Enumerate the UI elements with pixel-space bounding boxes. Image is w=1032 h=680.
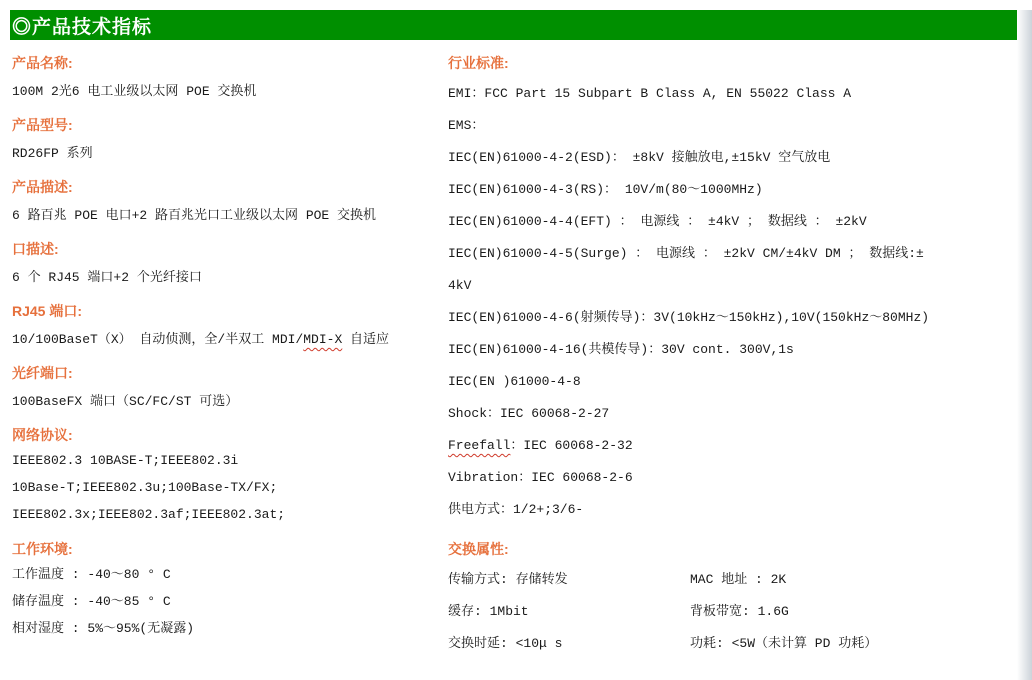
standards-line-power-supply: 供电方式：1/2+;3/6- — [448, 502, 584, 517]
switch-props-heading: 交换属性: — [448, 541, 509, 557]
left-column — [12, 40, 448, 660]
spec-cell-mac: MAC 地址 : 2K — [690, 572, 787, 587]
standards-line-surge-wrap: 4kV — [448, 278, 472, 293]
protocols-line: IEEE802.3 10BASE-T;IEEE802.3i — [12, 453, 239, 468]
environment-line: 相对湿度 : 5%～95%(无凝露) — [12, 621, 195, 636]
right-column — [448, 40, 1017, 660]
product-model-heading: 产品型号: — [12, 117, 73, 133]
spec-cell-transmission: 传输方式: 存储转发 — [448, 572, 568, 587]
rj45-port-value — [12, 330, 448, 350]
standards-line-vibration: Vibration：IEC 60068-2-6 — [448, 470, 633, 485]
standards-line-61000-4-8: IEC(EN )61000-4-8 — [448, 374, 581, 389]
environment-line: 工作温度 : -40～80 ° C — [12, 567, 171, 582]
environment-heading: 工作环境: — [12, 541, 73, 557]
standards-line-shock: Shock：IEC 60068-2-27 — [448, 406, 610, 421]
standards-line-ems: EMS： — [448, 118, 485, 133]
protocols-heading: 网络协议: — [12, 427, 73, 443]
freefall-spellcheck-marked: Freefall — [448, 438, 511, 453]
spec-cell-latency: 交换时延: <10μ s — [448, 636, 563, 651]
switch-props-grid — [448, 564, 1017, 660]
content-columns — [0, 40, 1032, 660]
rj45-port-heading: RJ45 端口: — [12, 303, 83, 319]
protocols-line: 10Base-T;IEEE802.3u;100Base-TX/FX; — [12, 480, 278, 495]
product-name-value: 100M 2光6 电工业级以太网 POE 交换机 — [12, 84, 257, 99]
fiber-port-heading: 光纤端口: — [12, 365, 73, 381]
product-desc-heading: 产品描述: — [12, 179, 73, 195]
standards-line-esd: IEC(EN)61000-4-2(ESD)： ±8kV 接触放电,±15kV 空气放电 — [448, 150, 831, 165]
product-model-value: RD26FP 系列 — [12, 146, 93, 161]
environment-line: 储存温度 : -40～85 ° C — [12, 594, 171, 609]
standards-line-rs: IEC(EN)61000-4-3(RS)： 10V/m(80～1000MHz) — [448, 182, 763, 197]
standards-line-emi: EMI：FCC Part 15 Subpart B Class A, EN 55022 Class A — [448, 86, 852, 101]
spec-cell-buffer: 缓存: 1Mbit — [448, 604, 529, 619]
standards-line-rf-conduction: IEC(EN)61000-4-6(射频传导)：3V(10kHz～150kHz),10V(150kHz～80MHz) — [448, 310, 930, 325]
standards-heading: 行业标准: — [448, 55, 509, 71]
standards-line-eft: IEC(EN)61000-4-4(EFT) ： 电源线 ： ±4kV ； 数据线 ： ±2kV — [448, 214, 867, 229]
protocols-line: IEEE802.3x;IEEE802.3af;IEEE802.3at; — [12, 507, 286, 522]
rj45-value-spellcheck-marked: MDI-X — [303, 332, 343, 347]
port-desc-value: 6 个 RJ45 端口+2 个光纤接口 — [12, 270, 202, 285]
spec-cell-power-consumption: 功耗: <5W（未计算 PD 功耗） — [690, 636, 878, 651]
header-bar — [10, 10, 1017, 40]
page-title: ◎产品技术指标 — [12, 16, 153, 38]
product-desc-value: 6 路百兆 POE 电口+2 路百兆光口工业级以太网 POE 交换机 — [12, 208, 377, 223]
port-desc-heading: 口描述: — [12, 241, 59, 257]
standards-line-surge: IEC(EN)61000-4-5(Surge) ： 电源线 ： ±2kV CM/±4kV DM ； 数据线:± — [448, 246, 924, 261]
freefall-rest: ：IEC 60068-2-32 — [510, 438, 633, 453]
standards-line-common-mode: IEC(EN)61000-4-16(共模传导)：30V cont. 300V,1s — [448, 342, 794, 357]
spec-cell-backplane: 背板带宽: 1.6G — [690, 604, 789, 619]
rj45-value-post: 自适应 — [342, 332, 390, 347]
rj45-value-pre: 10/100BaseT（X） 自动侦测，全/半双工 MDI/ — [12, 332, 304, 347]
fiber-port-value: 100BaseFX 端口（SC/FC/ST 可选） — [12, 394, 239, 409]
product-name-heading: 产品名称: — [12, 55, 73, 71]
standards-line-freefall — [448, 430, 1017, 462]
